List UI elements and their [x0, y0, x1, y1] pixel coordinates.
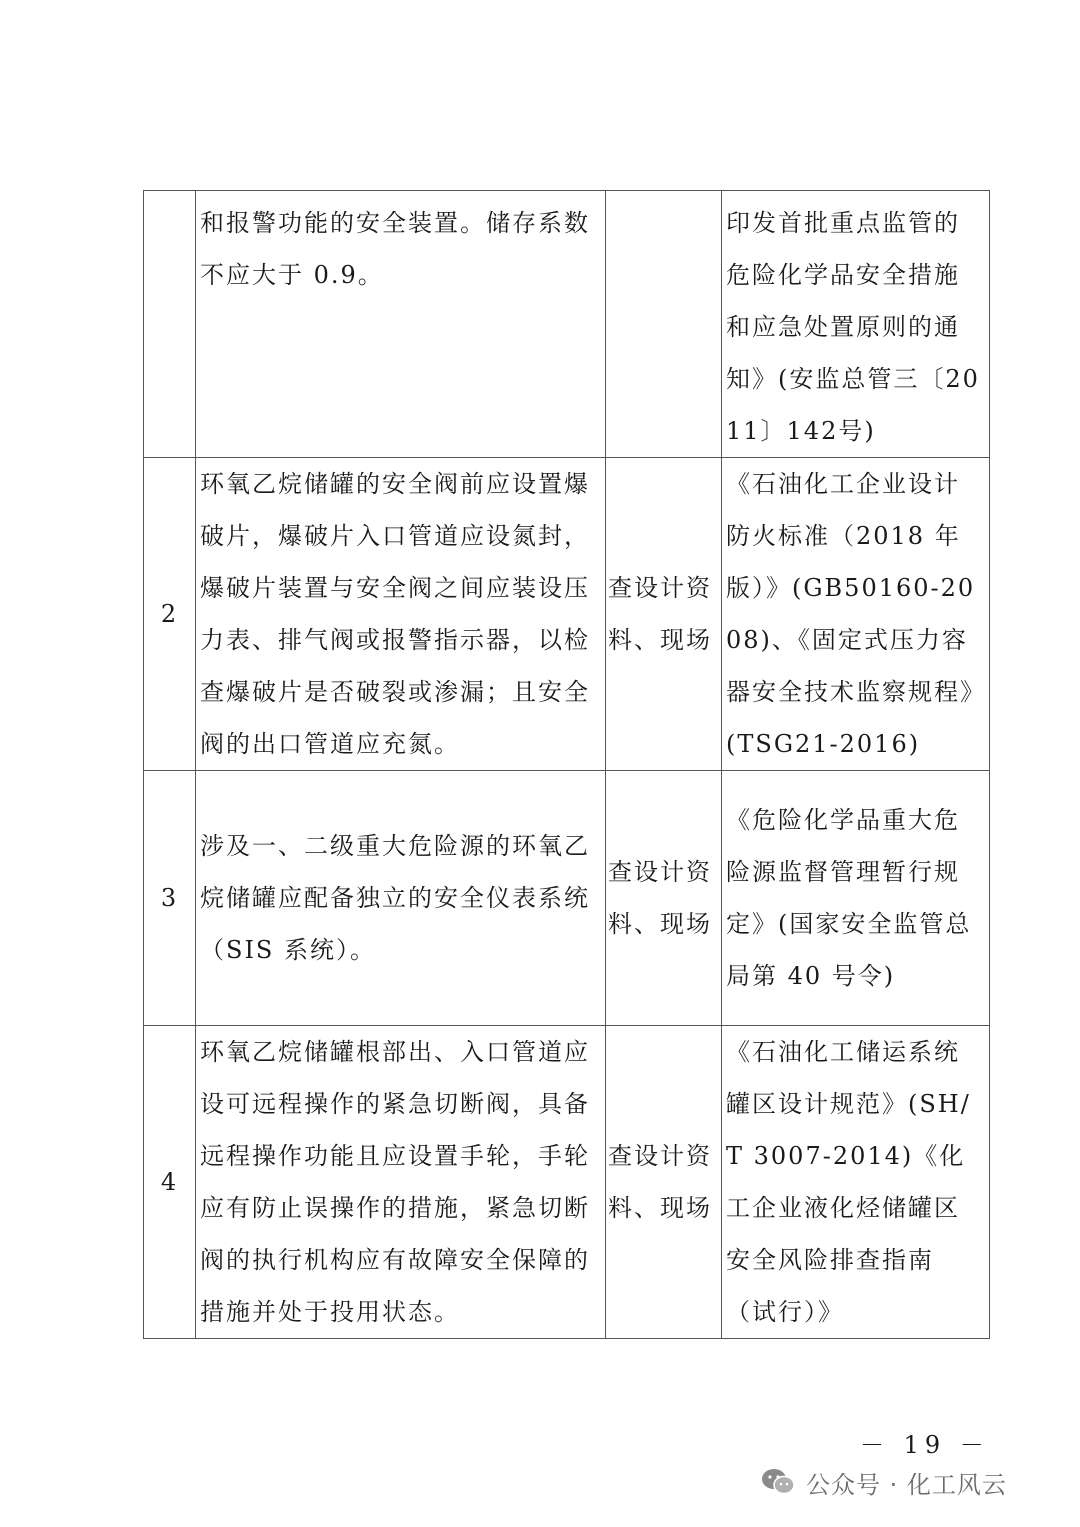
- requirement-text: 环氧乙烷储罐根部出、入口管道应设可远程操作的紧急切断阀，具备远程操作功能且应设置手轮，手轮应有防止误操作的措施，紧急切断阀的执行机构应有故障安全保障的措施并处于投用状态。: [196, 1026, 606, 1339]
- table-row: [144, 1026, 990, 1339]
- inspection-table: [143, 190, 990, 1339]
- table-row: [144, 458, 990, 771]
- page-number: － 19 －: [860, 1431, 990, 1459]
- table-row: [144, 191, 990, 458]
- check-method: 查设计资料、现场: [606, 1026, 722, 1339]
- regulation-basis: 《石油化工储运系统罐区设计规范》(SH/T 3007-2014)《化工企业液化烃储罐区安全风险排查指南（试行）》: [722, 1026, 990, 1339]
- row-number: 4: [144, 1026, 196, 1339]
- requirement-text: 环氧乙烷储罐的安全阀前应设置爆破片，爆破片入口管道应设氮封，爆破片装置与安全阀之间应装设压力表、排气阀或报警指示器，以检查爆破片是否破裂或渗漏；且安全阀的出口管道应充氮。: [196, 458, 606, 771]
- table-row: [144, 771, 990, 1026]
- row-number: 3: [144, 771, 196, 1026]
- regulation-basis: 印发首批重点监管的危险化学品安全措施和应急处置原则的通知》(安监总管三〔2011〕142号): [722, 191, 990, 458]
- check-method: 查设计资料、现场: [606, 771, 722, 1026]
- requirement-text: 和报警功能的安全装置。储存系数不应大于 0.9。: [196, 191, 606, 458]
- check-method: 查设计资料、现场: [606, 458, 722, 771]
- wechat-icon: [760, 1467, 796, 1497]
- requirement-text: 涉及一、二级重大危险源的环氧乙烷储罐应配备独立的安全仪表系统（SIS 系统）。: [196, 771, 606, 1026]
- watermark: [760, 1460, 1007, 1504]
- check-method: [606, 191, 722, 458]
- watermark-text: 公众号 · 化工风云: [806, 1470, 1007, 1499]
- row-number: 2: [144, 458, 196, 771]
- regulation-basis: 《石油化工企业设计防火标准（2018 年版）》(GB50160-2008)、《固定式压力容器安全技术监察规程》(TSG21-2016): [722, 458, 990, 771]
- row-number: [144, 191, 196, 458]
- regulation-basis: 《危险化学品重大危险源监督管理暂行规定》(国家安全监管总局第 40 号令): [722, 771, 990, 1026]
